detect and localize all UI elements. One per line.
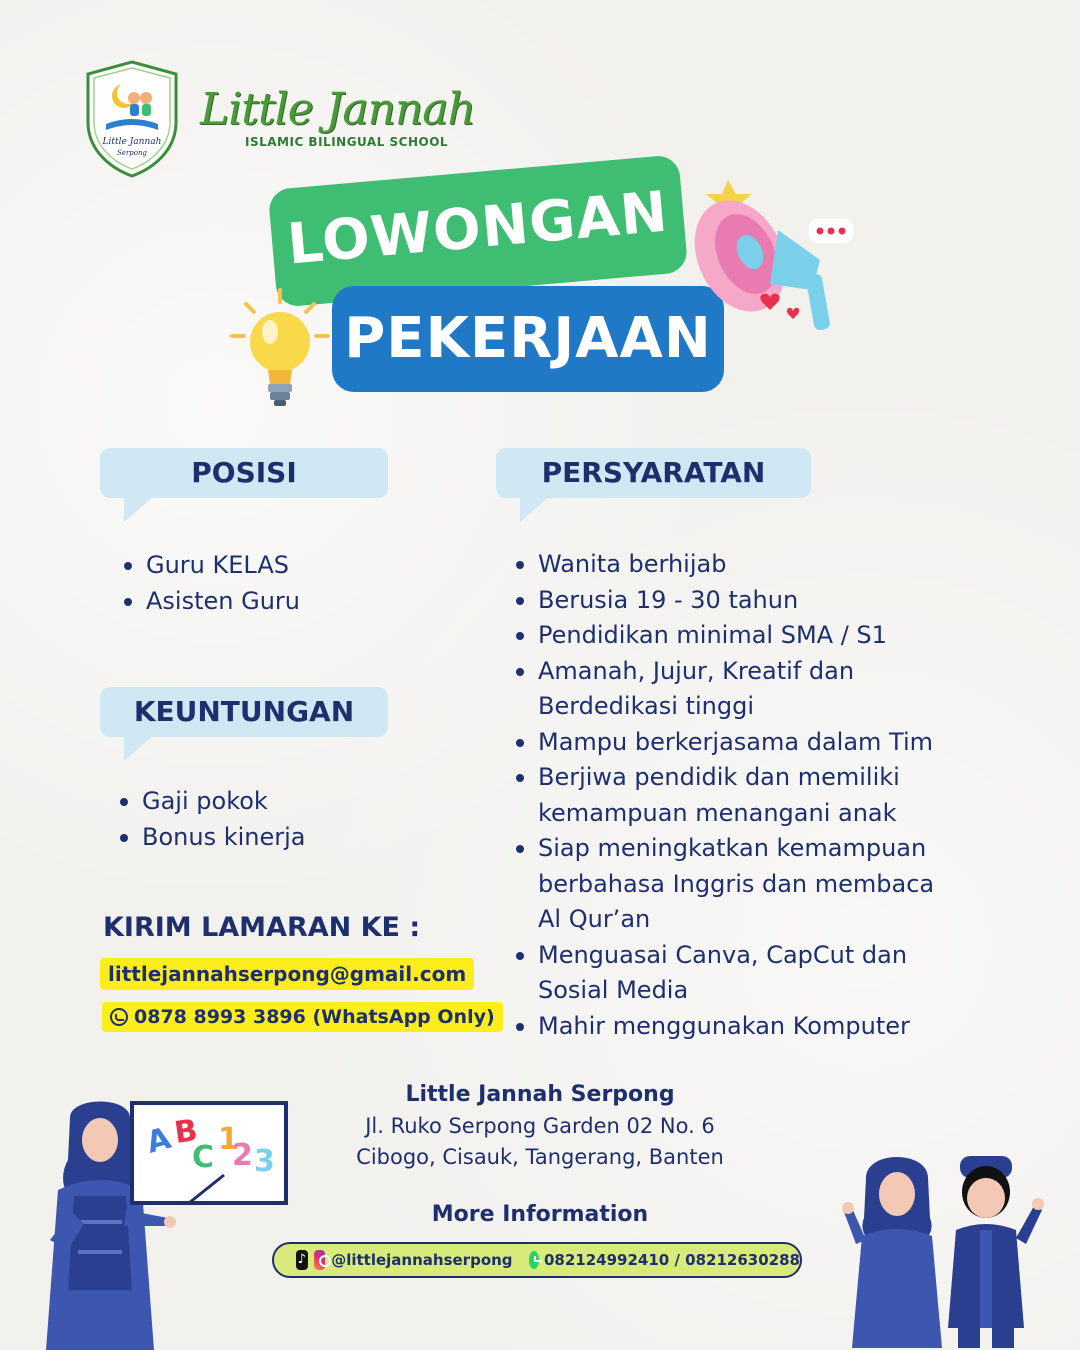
- board-letter: A: [143, 1120, 175, 1161]
- crest-sublabel: Serpong: [117, 149, 147, 157]
- whatsapp-number[interactable]: [102, 1002, 503, 1032]
- list-item: [514, 760, 934, 831]
- list-item-line: Menguasai Canva, CapCut dan: [538, 940, 908, 969]
- list-item: [514, 725, 934, 761]
- crest-label: Little Jannah: [102, 137, 162, 147]
- title-banner-blue: [332, 286, 724, 392]
- list-item-line: Mahir menggunakan Komputer: [538, 1011, 910, 1040]
- whatsapp-icon: [110, 1008, 128, 1026]
- list-item-line: Al Qur’an: [538, 905, 651, 933]
- list-item: [514, 831, 934, 938]
- more-information-heading: More Information: [431, 1202, 649, 1227]
- list-item-line: Berdedikasi tinggi: [538, 692, 754, 720]
- persyaratan-list: [514, 547, 934, 1044]
- whatsapp-number-text: 0878 8993 3896 (WhatsApp Only): [134, 1006, 495, 1028]
- email-address[interactable]: littlejannahserpong@gmail.com: [100, 958, 474, 990]
- list-item-line: kemampuan menangani anak: [538, 798, 897, 827]
- list-item: [514, 583, 934, 619]
- lightbulb-icon: [228, 286, 332, 410]
- list-item-line: Wanita berhijab: [538, 550, 727, 578]
- title-banner-green: [268, 154, 689, 307]
- social-contact-bar: [272, 1242, 802, 1278]
- list-item-line: Berjiwa pendidik dan memiliki: [538, 763, 900, 791]
- list-item-line: Sosial Media: [538, 976, 689, 1004]
- list-item-line: Mampu berkerjasama dalam Tim: [538, 727, 934, 756]
- persyaratan-heading: PERSYARATAN: [496, 448, 811, 498]
- tiktok-icon[interactable]: ♪: [296, 1250, 308, 1270]
- brand-name: Little Jannah: [200, 84, 475, 135]
- instagram-handle[interactable]: @littlejannahserpong: [331, 1251, 513, 1269]
- address-line2: Cibogo, Cisauk, Tangerang, Banten: [356, 1145, 724, 1169]
- keuntungan-list: [118, 784, 306, 855]
- list-item-line: Berusia 19 - 30 tahun: [538, 585, 799, 614]
- board-letter: 3: [254, 1144, 275, 1179]
- list-item-line: Siap meningkatkan kemampuan: [538, 834, 927, 862]
- instagram-icon[interactable]: [314, 1250, 326, 1270]
- megaphone-icon: [692, 164, 860, 342]
- brand-subtitle: ISLAMIC BILINGUAL SCHOOL: [245, 135, 449, 149]
- board-letter: 1: [218, 1122, 239, 1157]
- board-letter: B: [172, 1113, 200, 1151]
- address-line1: Jl. Ruko Serpong Garden 02 No. 6: [365, 1114, 715, 1138]
- board-letter: C: [192, 1140, 215, 1175]
- school-crest-logo: [84, 60, 180, 178]
- whiteboard-letters: [134, 1105, 284, 1201]
- list-item: Bonus kinerja: [118, 820, 306, 856]
- children-illustration: [842, 1148, 1046, 1350]
- title-line2: PEKERJAAN: [344, 306, 712, 371]
- board-letter: 2: [232, 1138, 253, 1173]
- list-item: [514, 938, 934, 1009]
- posisi-heading: POSISI: [100, 448, 388, 498]
- whiteboard: [130, 1101, 288, 1205]
- list-item: [514, 654, 934, 725]
- contact-phones[interactable]: 082124992410 / 08212630288: [544, 1251, 800, 1269]
- list-item: Guru KELAS: [122, 548, 300, 584]
- whatsapp-icon: [529, 1251, 539, 1269]
- posisi-list: [122, 548, 300, 619]
- list-item: [514, 547, 934, 583]
- list-item-line: berbahasa Inggris dan membaca: [538, 869, 935, 898]
- list-item-line: Pendidikan minimal SMA / S1: [538, 621, 887, 649]
- keuntungan-heading: KEUNTUNGAN: [100, 687, 388, 737]
- list-item: [514, 618, 934, 654]
- school-name: Little Jannah Serpong: [405, 1082, 675, 1107]
- title-line1: LOWONGAN: [284, 179, 671, 278]
- list-item: Asisten Guru: [122, 584, 300, 620]
- kirim-lamaran-heading: KIRIM LAMARAN KE :: [103, 912, 421, 943]
- list-item: Gaji pokok: [118, 784, 306, 820]
- list-item-line: Amanah, Jujur, Kreatif dan: [538, 656, 855, 685]
- list-item: [514, 1009, 934, 1045]
